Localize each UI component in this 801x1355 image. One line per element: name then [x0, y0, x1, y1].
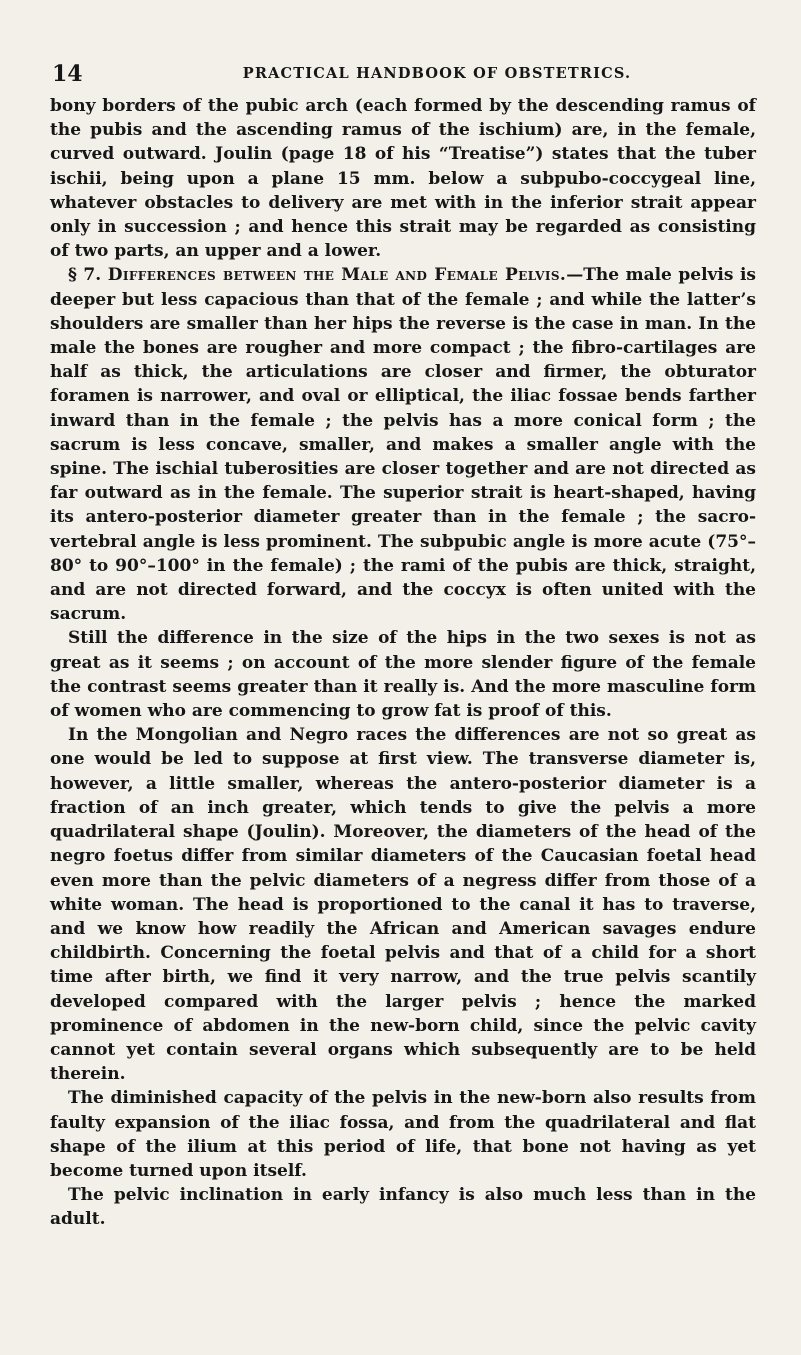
paragraph-2-text: —The male pelvis is deeper but less capacious than that of the female ; and while the latter’s shoulders are smaller than her hips the reverse is the case in man. In the male the bones are rougher and more compact ; the fibro-cartilages are half as thick, the articulations are closer and firmer, the obturator foramen is narrower, and oval or elliptical, the iliac fossae bends farther inward than in the female ; the pelvis has a more conical form ; the sacrum is less concave, smaller, and makes a smaller angle with the spine. The ischial tuberosities are closer together and are not directed as far outward as in the female. The superior strait is heart-shaped, having its antero-posterior diameter greater than in the female ; the sacro-vertebral angle is less prominent. The subpubic angle is more acute (75°–80° to 90°–100° in the female) ; the rami of the pubis are thick, straight, and are not directed forward, and the coccyx is often united with the sacrum.	[50, 265, 756, 625]
paragraph-6	[50, 1183, 756, 1231]
paragraph-1-text: bony borders of the pubic arch (each formed by the descending ramus of the pubis and the ascending ramus of the ischium) are, in the female, curved outward. Joulin (page 18 of his “Treatise”) states that the tuber ischii, being upon a plane 15 mm. below a subpubo-coccygeal line, whatever obstacles to delivery are met with in the inferior strait appear only in succession ; and hence this strait may be regarded as consisting of two parts, an upper and a lower.	[50, 96, 756, 262]
paragraph-5	[50, 1086, 756, 1183]
paragraph-3-text: Still the difference in the size of the hips in the two sexes is not as great as it seems ; on account of the more slender figure of the female the contrast seems greater than it really is. And the more masculine form of women who are commencing to grow fat is proof of this.	[50, 628, 756, 722]
running-title: PRACTICAL HANDBOOK OF OBSTETRICS.	[242, 65, 632, 82]
body-text	[50, 94, 756, 1232]
paragraph-2	[50, 263, 756, 626]
section-heading: Differences between the Male and Female Pelvis.	[107, 265, 567, 286]
paragraph-3	[50, 626, 756, 723]
paragraph-6-text: The pelvic inclination in early infancy is also much less than in the adult.	[50, 1185, 756, 1230]
section-mark: § 7.	[68, 265, 102, 286]
paragraph-4	[50, 723, 756, 1086]
page-number: 14	[52, 61, 83, 87]
paragraph-4-text: In the Mongolian and Negro races the differences are not so great as one would be led to suppose at first view. The transverse diameter is, however, a little smaller, whereas the antero-posterior diameter is a fraction of an inch greater, which tends to give the pelvis a more quadrilateral shape (Joulin). Moreover, the diameters of the head of the negro foetus differ from similar diameters of the Caucasian foetal head even more than the pelvic diameters of a negress differ from those of a white woman. The head is proportioned to the canal it has to traverse, and we know how readily the African and American savages endure childbirth. Concerning the foetal pelvis and that of a child for a short time after birth, we find it very narrow, and the true pelvis scantily developed compared with the larger pelvis ; hence the marked prominence of abdomen in the new-born child, since the pelvic cavity cannot yet contain several organs which subsequently are to be held therein.	[50, 725, 756, 1085]
paragraph-5-text: The diminished capacity of the pelvis in the new-born also results from faulty expansion of the iliac fossa, and from the quadrilateral and flat shape of the ilium at this period of life, that bone not having as yet become turned upon itself.	[50, 1088, 756, 1181]
page-header	[52, 62, 762, 86]
paragraph-1	[50, 94, 756, 263]
